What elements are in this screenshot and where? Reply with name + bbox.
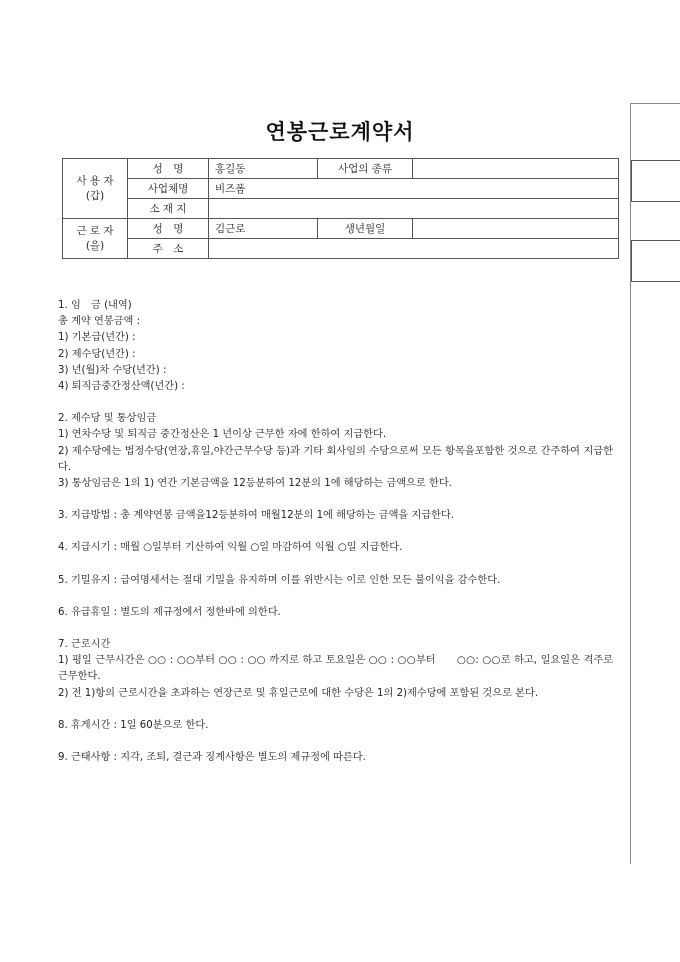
contract-section: [58, 718, 613, 734]
employee-name-label: 성 명: [128, 219, 209, 239]
section-gap: [58, 492, 613, 508]
company-value: 비즈폼: [209, 179, 619, 199]
section-heading: 2. 제수당 및 통상임금: [58, 413, 157, 425]
section-heading: 4. 지급시기 : 매월 ○일부터 기산하여 익월 ○일 마감하여 익월 ○일 지급한다.: [58, 542, 403, 554]
employee-address-value: [209, 239, 619, 259]
contract-section: [58, 637, 613, 702]
section-heading: 1. 임 금 (내역): [58, 300, 132, 311]
section-heading: 6. 유급휴일 : 별도의 제규정에서 정한바에 의한다.: [58, 606, 281, 618]
contract-section: [58, 411, 613, 492]
contract-section: [58, 298, 613, 395]
contract-section: [58, 573, 613, 589]
contract-section: [58, 508, 613, 524]
employee-label-sub: (을): [85, 239, 105, 252]
document-title: 연봉근로계약서: [265, 120, 415, 144]
employer-address-label: 소 재 지: [128, 199, 209, 219]
employee-label: [63, 219, 128, 259]
section-line: 3) 통상임금은 1의 1) 연간 기본금액을 12등분하여 12분의 1에 해당하는 금액으로 한다.: [58, 478, 452, 490]
section-line: 2) 제수당(년간) :: [58, 348, 136, 360]
birth-value: [413, 219, 619, 239]
section-line: 1) 기본급(년간) :: [58, 332, 136, 344]
party-info-table: [62, 158, 619, 259]
contract-body: [58, 298, 613, 766]
section-gap: [58, 734, 613, 750]
employer-name-label: 성 명: [128, 159, 209, 179]
employer-address-value: [209, 199, 619, 219]
section-line: 1) 평일 근무시간은 ○○ : ○○부터 ○○ : ○○ 까지로 하고 토요일은 ○○ : ○○부터 ○○: ○○로 하고, 일요일은 격주로 근무한다.: [58, 655, 613, 683]
section-gap: [58, 702, 613, 718]
section-line: 1) 연차수당 및 퇴직금 중간정산은 1 년이상 근무한 자에 한하여 지급한다.: [58, 429, 387, 441]
section-gap: [58, 621, 613, 637]
section-heading: 7. 근로시간: [58, 639, 111, 651]
employee-address-label: 주 소: [128, 239, 209, 259]
employer-label-text: 사 용 자: [76, 174, 114, 187]
contract-section: [58, 605, 613, 621]
duplicate-employer-box: [631, 160, 680, 202]
employee-name-value: 김근로: [209, 219, 318, 239]
section-line: 4) 퇴직금중간정산액(년간) :: [58, 381, 185, 393]
employee-label-text: 근 로 자: [76, 224, 114, 237]
birth-label: 생년월일: [318, 219, 413, 239]
section-heading: 3. 지급방법 : 총 계약연봉 금액을12등분하여 매월12분의 1에 해당하는 금액을 지급한다.: [58, 510, 455, 522]
section-line: 2) 제수당에는 법정수당(연장,휴일,야간근무수당 등)과 기타 회사임의 수당으로써 모든 항목을포함한 것으로 간주하여 지급한다.: [58, 445, 613, 473]
company-label: 사업체명: [128, 179, 209, 199]
section-line: 3) 년(월)차 수당(년간) :: [58, 364, 167, 376]
employer-label-sub: (갑): [85, 189, 105, 202]
section-gap: [58, 589, 613, 605]
duplicate-employee-box: [631, 240, 680, 282]
business-type-value: [413, 159, 619, 179]
section-heading: 9. 근태사항 : 지각, 조퇴, 결근과 징계사항은 별도의 제규정에 따른다.: [58, 752, 366, 764]
section-heading: 5. 기밀유지 : 급여명세서는 절대 기밀을 유지하며 이를 위반시는 이로 인한 모든 불이익을 감수한다.: [58, 574, 501, 586]
section-gap: [58, 395, 613, 411]
section-gap: [58, 524, 613, 540]
section-gap: [58, 557, 613, 573]
section-line: 2) 전 1)항의 근로시간을 초과하는 연장근로 및 휴일근로에 대한 수당은 1의 2)제수당에 포함된 것으로 본다.: [58, 687, 539, 699]
employer-name-value: 홍길동: [209, 159, 318, 179]
section-line: 총 계약 연봉금액 :: [58, 316, 141, 328]
employer-label: [63, 159, 128, 219]
section-heading: 8. 휴게시간 : 1일 60분으로 한다.: [58, 719, 209, 731]
duplicate-page-edge: [630, 103, 680, 864]
contract-section: [58, 540, 613, 556]
contract-section: [58, 750, 613, 766]
business-type-label: 사업의 종류: [318, 159, 413, 179]
